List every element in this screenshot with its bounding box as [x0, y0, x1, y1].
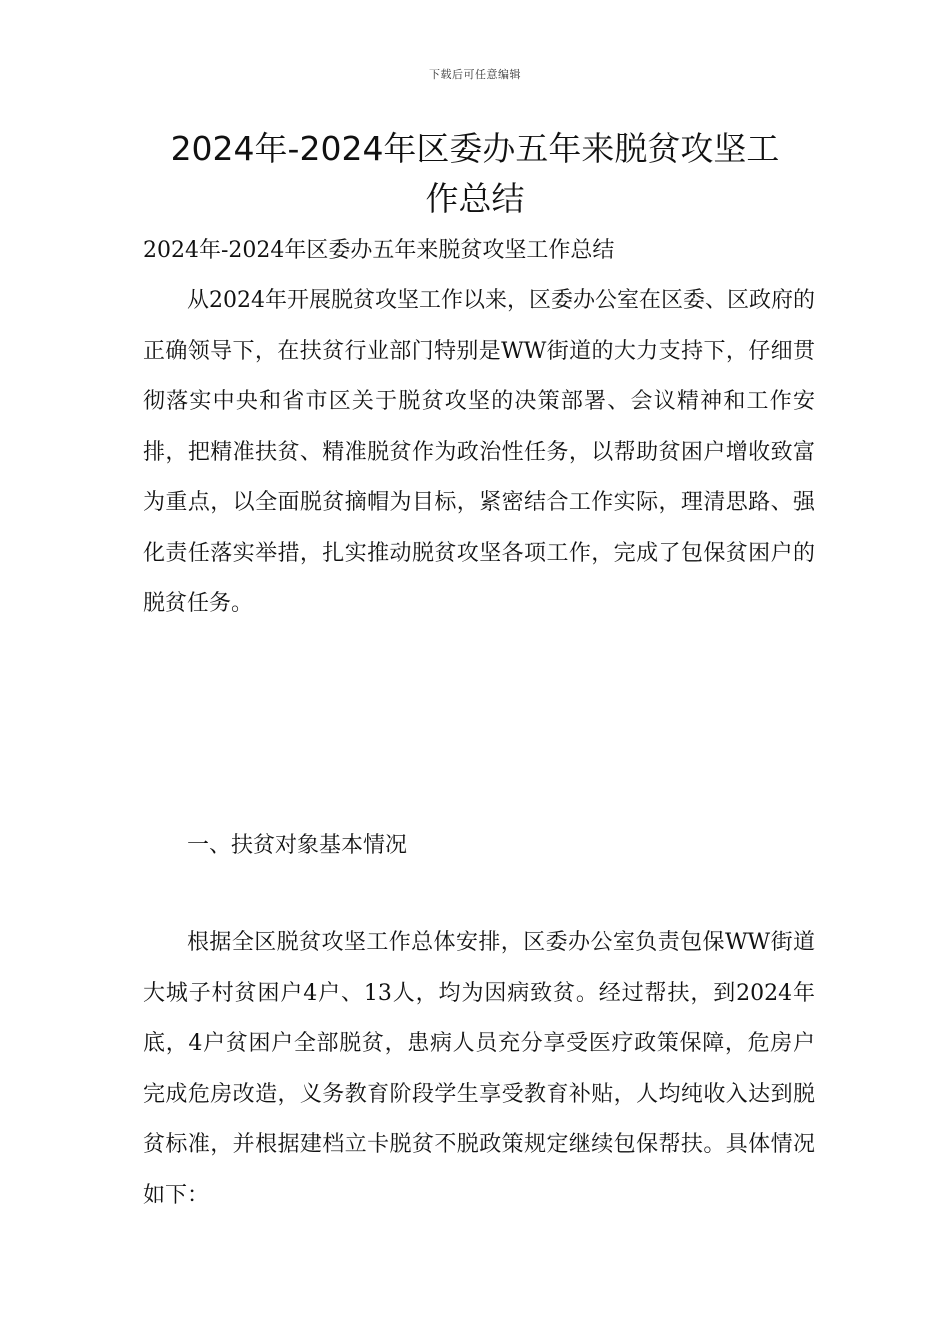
- header-note: 下载后可任意编辑: [429, 68, 521, 81]
- section-heading: 一、扶贫对象基本情况: [187, 833, 408, 858]
- document-title-line-1: 2024年-2024年区委办五年来脱贫攻坚工: [170, 129, 780, 168]
- document-subtitle: 2024年-2024年区委办五年来脱贫攻坚工作总结: [143, 238, 615, 263]
- situation-paragraph: 根据全区脱贫攻坚工作总体安排，区委办公室负责包保WW街道大城子村贫困户4户、13人，均为因病致贫。经过帮扶，到2024年底，4户贫困户全部脱贫，患病人员充分享受医疗政策保障，危房户完成危房改造，义务教育阶段学生享受教育补贴，人均纯收入达到脱贫标准，并根据建档立卡脱贫不脱政策规定继续包保帮扶。具体情况如下：: [143, 930, 815, 1208]
- intro-paragraph: 从2024年开展脱贫攻坚工作以来，区委办公室在区委、区政府的正确领导下，在扶贫行业部门特别是WW街道的大力支持下，仔细贯彻落实中央和省市区关于脱贫攻坚的决策部署、会议精神和工作安排，把精准扶贫、精准脱贫作为政治性任务，以帮助贫困户增收致富为重点，以全面脱贫摘帽为目标，紧密结合工作实际，理清思路、强化责任落实举措，扎实推动脱贫攻坚各项工作，完成了包保贫困户的脱贫任务。: [143, 288, 815, 616]
- document-title-line-2: 作总结: [425, 179, 525, 218]
- document-title: [140, 124, 810, 224]
